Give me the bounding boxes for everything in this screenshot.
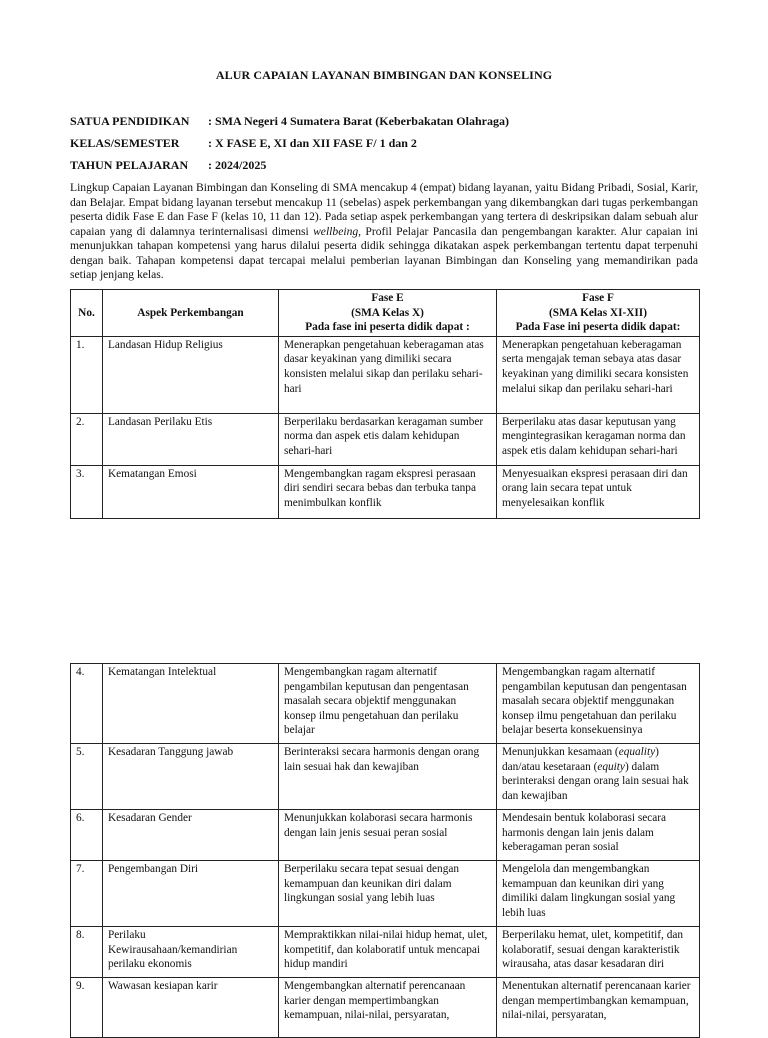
meta-school — [70, 114, 509, 129]
intro-italic: wellbeing — [313, 224, 359, 238]
meta-key: KELAS/SEMESTER — [70, 136, 180, 150]
cell-aspek: Perilaku Kewirausahaan/kemandirian perilaku ekonomis — [103, 927, 279, 978]
meta-key: TAHUN PELAJARAN — [70, 158, 189, 172]
cell-aspek: Kematangan Intelektual — [103, 664, 279, 744]
cell-text: Menunjukkan kesamaan ( — [502, 746, 619, 758]
intro-paragraph — [70, 181, 698, 283]
cell-fase-e: Mengembangkan ragam ekspresi perasaan diri sendiri secara bebas dan terbuka tanpa menimbulkan konflik — [279, 465, 497, 518]
cell-no: 9. — [71, 978, 103, 1038]
cell-italic: equity — [597, 760, 625, 773]
cell-no: 6. — [71, 810, 103, 861]
cell-italic: equality — [618, 746, 656, 758]
cell-aspek: Kematangan Emosi — [103, 465, 279, 518]
cell-fase-e: Berperilaku berdasarkan keragaman sumber norma dan aspek etis dalam kehidupan sehari-hari — [279, 413, 497, 465]
cell-fase-f: Berperilaku atas dasar keputusan yang mengintegrasikan keragaman norma dan aspek etis dalam kehidupan sehari-hari — [497, 413, 700, 465]
header-line: (SMA Kelas XI-XII) — [549, 306, 647, 319]
table-row — [71, 744, 700, 810]
cell-aspek: Landasan Hidup Religius — [103, 336, 279, 413]
table-header-row — [71, 290, 700, 337]
header-no: No. — [71, 290, 103, 337]
intro-text: , Profil Pelajar Pancasila dan pengembangan karakter. Alur capaian ini menunjukkan tahapan kompetensi yang harus dilalui peserta didik sehingga dikatakan aspek perkembangan tertentu dapat terpenuhi dengan baik. Tahapan kompetensi dapat tercapai melalui pemberian layanan Bimbingan dan Konseling yang memandirikan pada setiap jenjang kelas. — [70, 224, 698, 281]
header-line: Pada fase ini peserta didik dapat : — [305, 321, 470, 334]
table-row — [71, 465, 700, 518]
cell-fase-f: Mengelola dan mengembangkan kemampuan dan keunikan diri yang dimiliki dalam lingkungan sosial yang lebih luas — [497, 861, 700, 927]
meta-value: : SMA Negeri 4 Sumatera Barat (Keberbakatan Olahraga) — [208, 114, 509, 128]
cell-aspek: Kesadaran Gender — [103, 810, 279, 861]
cell-aspek: Kesadaran Tanggung jawab — [103, 744, 279, 810]
cell-text: ) dalam berinteraksi dengan orang lain sesuai hak dan kewajiban — [502, 760, 689, 802]
header-fase-e — [279, 290, 497, 337]
table-row — [71, 810, 700, 861]
cell-fase-f: Mendesain bentuk kolaborasi secara harmonis dengan lain jenis dalam keberagaman peran sosial — [497, 810, 700, 861]
cell-fase-e: Berinteraksi secara harmonis dengan orang lain sesuai hak dan kewajiban — [279, 744, 497, 810]
document-title: ALUR CAPAIAN LAYANAN BIMBINGAN DAN KONSELING — [215, 68, 553, 82]
cell-no: 7. — [71, 861, 103, 927]
cell-text: ) dan/atau kesetaraan ( — [502, 746, 659, 773]
cell-fase-f: Menyesuaikan ekspresi perasaan diri dan orang lain secara tepat untuk menyelesaikan konflik — [497, 465, 700, 518]
cell-fase-e: Mengembangkan ragam alternatif pengambilan keputusan dan pengentasan masalah secara objektif menggunakan konsep ilmu pengetahuan dan perilaku belajar — [279, 664, 497, 744]
meta-value: : 2024/2025 — [208, 158, 267, 172]
header-line: Pada Fase ini peserta didik dapat: — [515, 321, 681, 334]
cell-aspek: Landasan Perilaku Etis — [103, 413, 279, 465]
cell-fase-f: Mengembangkan ragam alternatif pengambilan keputusan dan pengentasan masalah secara objektif menggunakan konsep ilmu pengetahuan dan perilaku belajar beserta konsekuensinya — [497, 664, 700, 744]
cell-no: 1. — [71, 336, 103, 413]
meta-key: SATUA PENDIDIKAN — [70, 114, 190, 128]
table-row — [71, 978, 700, 1038]
cell-fase-e: Menunjukkan kolaborasi secara harmonis dengan lain jenis sesuai peran sosial — [279, 810, 497, 861]
cell-no: 8. — [71, 927, 103, 978]
header-aspek: Aspek Perkembangan — [103, 290, 279, 337]
meta-value: : X FASE E, XI dan XII FASE F/ 1 dan 2 — [208, 136, 417, 150]
meta-year — [70, 158, 266, 173]
cell-no: 2. — [71, 413, 103, 465]
cell-fase-f: Berperilaku hemat, ulet, kompetitif, dan kolaboratif, sesuai dengan karakteristik wirausaha, atas dasar kesadaran diri — [497, 927, 700, 978]
meta-class — [70, 136, 417, 151]
cell-fase-e: Mempraktikkan nilai-nilai hidup hemat, ulet, kompetitif, dan kolaboratif untuk mencapai hidup mandiri — [279, 927, 497, 978]
header-line: (SMA Kelas X) — [351, 306, 424, 319]
achievement-table-2 — [70, 663, 700, 1038]
table-row — [71, 927, 700, 978]
intro-text: Lingkup Capaian Layanan Bimbingan dan Konseling di SMA mencakup 4 (empat) bidang layanan, yaitu Bidang Pribadi, Sosial, Karir, dan Belajar. Empat bidang layanan tersebut mencakup 11 (sebelas) aspek perkembangan yang dikembangkan dari tugas perkembangan peserta didik Fase E dan Fase F (kelas 10, 11 dan 12). Pada setiap aspek perkembangan yang tertera di deskripsikan dalam sebuah alur capaian yang di dalamnya terinternalisasi dimensi — [70, 181, 698, 238]
table-row — [71, 861, 700, 927]
header-line: Fase E — [371, 292, 404, 304]
table-row — [71, 664, 700, 744]
cell-fase-e: Mengembangkan alternatif perencanaan karier dengan mempertimbangkan kemampuan, nilai-nilai, persyaratan, — [279, 978, 497, 1038]
cell-fase-f — [497, 744, 700, 810]
cell-fase-e: Menerapkan pengetahuan keberagaman atas dasar keyakinan yang dimiliki secara konsisten melalui sikap dan perilaku sehari-hari — [279, 336, 497, 413]
cell-no: 5. — [71, 744, 103, 810]
table-row — [71, 413, 700, 465]
achievement-table-1 — [70, 289, 700, 519]
cell-aspek: Pengembangan Diri — [103, 861, 279, 927]
table-row — [71, 336, 700, 413]
cell-no: 4. — [71, 664, 103, 744]
cell-fase-e: Berperilaku secara tepat sesuai dengan kemampuan dan keunikan diri dalam lingkungan sosial yang lebih luas — [279, 861, 497, 927]
header-fase-f — [497, 290, 700, 337]
cell-aspek: Wawasan kesiapan karir — [103, 978, 279, 1038]
cell-no: 3. — [71, 465, 103, 518]
header-line: Fase F — [582, 292, 614, 304]
cell-fase-f: Menentukan alternatif perencanaan karier dengan mempertimbangkan kemampuan, nilai-nilai, persyaratan, — [497, 978, 700, 1038]
cell-fase-f: Menerapkan pengetahuan keberagaman serta mengajak teman sebaya atas dasar keyakinan yang dimiliki secara konsisten melalui sikap dan perilaku sehari-hari — [497, 336, 700, 413]
